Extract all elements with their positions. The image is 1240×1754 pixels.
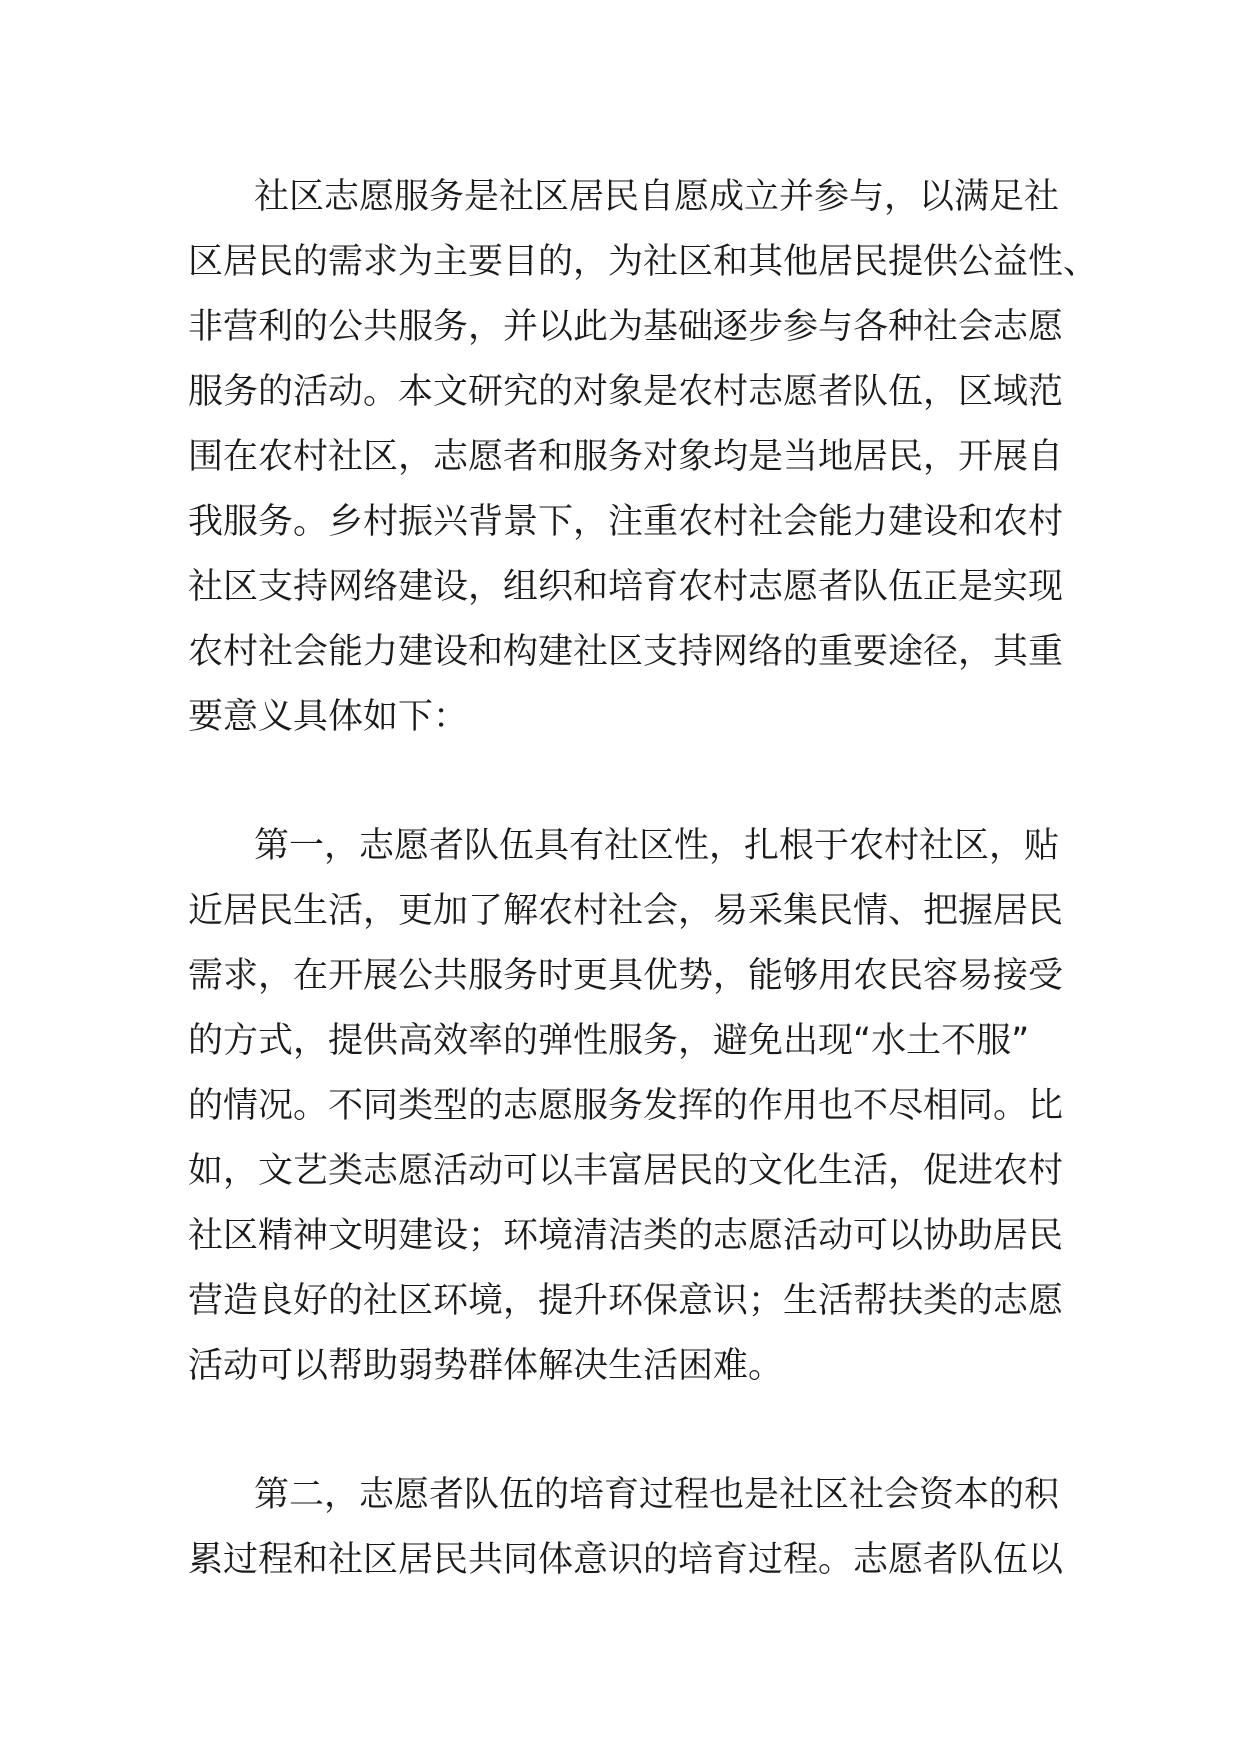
text-line: 需求，在开展公共服务时更具优势，能够用农民容易接受 (188, 956, 1064, 996)
paragraph-second-point (188, 1463, 1064, 1593)
text-line: 的情况。不同类型的志愿服务发挥的作用也不尽相同。比 (188, 1086, 1064, 1126)
document-body (188, 165, 1099, 1593)
text-line: 如，文艺类志愿活动可以丰富居民的文化生活，促进农村 (188, 1151, 1064, 1191)
text-line: 区居民的需求为主要目的，为社区和其他居民提供公益性、 (188, 242, 1099, 282)
text-line: 第一，志愿者队伍具有社区性，扎根于农村社区，贴 (254, 826, 1060, 866)
text-line: 近居民生活，更加了解农村社会，易采集民情、把握居民 (188, 891, 1064, 931)
text-line: 农村社会能力建设和构建社区支持网络的重要途径，其重 (188, 632, 1064, 672)
text-line: 非营利的公共服务，并以此为基础逐步参与各种社会志愿 (188, 307, 1064, 347)
text-line: 围在农村社区，志愿者和服务对象均是当地居民，开展自 (188, 437, 1064, 477)
paragraph-first-point (188, 814, 1064, 1399)
text-line: 第二，志愿者队伍的培育过程也是社区社会资本的积 (254, 1475, 1060, 1515)
text-line: 我服务。乡村振兴背景下，注重农村社会能力建设和农村 (188, 502, 1064, 542)
paragraph-intro (188, 165, 1099, 750)
text-line: 活动可以帮助弱势群体解决生活困难。 (188, 1346, 784, 1386)
text-line: 营造良好的社区环境，提升环保意识；生活帮扶类的志愿 (188, 1281, 1064, 1321)
paragraph-gap (188, 750, 1038, 814)
paragraph-gap (188, 1399, 1038, 1463)
text-line: 的方式，提供高效率的弹性服务，避免出现“水土不服” (188, 1021, 1030, 1061)
text-line: 服务的活动。本文研究的对象是农村志愿者队伍，区域范 (188, 372, 1064, 412)
text-line: 累过程和社区居民共同体意识的培育过程。志愿者队伍以 (188, 1540, 1064, 1580)
text-line: 要意义具体如下： (188, 697, 469, 737)
text-line: 社区志愿服务是社区居民自愿成立并参与，以满足社 (254, 177, 1060, 217)
text-line: 社区支持网络建设，组织和培育农村志愿者队伍正是实现 (188, 567, 1064, 607)
text-line: 社区精神文明建设；环境清洁类的志愿活动可以协助居民 (188, 1216, 1064, 1256)
